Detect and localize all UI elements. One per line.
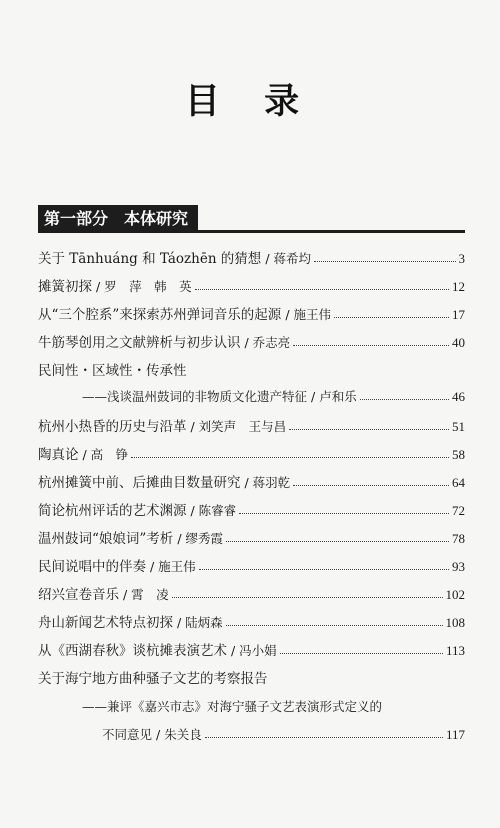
entry-title: 摊簧初探 <box>38 279 92 295</box>
entry-author: / 缪秀霞 <box>177 531 223 546</box>
entry-title: 舟山新闻艺术特点初探 <box>38 615 173 631</box>
entry-author: / 陈睿睿 <box>190 503 237 518</box>
entry-title: 关于 Tānhuáng 和 Táozhēn 的猜想 <box>38 251 262 267</box>
entry-page: 78 <box>452 531 465 546</box>
entry-page: 64 <box>452 475 465 490</box>
leader-dots <box>131 457 449 458</box>
toc-entry[interactable] <box>38 637 465 665</box>
section-label: 第一部分 本体研究 <box>38 205 198 233</box>
entry-author: / 高 铮 <box>82 447 129 462</box>
toc-entry[interactable] <box>38 665 465 749</box>
toc-entry[interactable] <box>38 525 465 553</box>
leader-dots <box>289 429 449 430</box>
leader-dots <box>314 261 456 262</box>
toc-entry[interactable] <box>38 581 465 609</box>
entry-author: / 罗 萍 韩 英 <box>96 279 192 294</box>
leader-dots <box>293 485 449 486</box>
entry-author: / 卢和乐 <box>311 389 357 404</box>
page-title: 目 录 <box>184 82 316 122</box>
toc-entry[interactable] <box>38 609 465 637</box>
leader-dots <box>195 289 449 290</box>
leader-dots <box>199 569 449 570</box>
toc-entry[interactable] <box>38 273 465 301</box>
entry-author: / 蒋希均 <box>265 251 311 266</box>
entry-title: 温州鼓词“娘娘词”考析 <box>38 531 174 547</box>
entry-title: 民间性・区域性・传承性 <box>38 363 187 379</box>
entry-author: / 刘笑声 王与昌 <box>190 419 287 434</box>
entry-title: 杭州摊簧中前、后摊曲目数量研究 <box>38 475 241 491</box>
toc-entry[interactable] <box>38 329 465 357</box>
toc-entry[interactable] <box>38 357 465 413</box>
section-header <box>38 205 465 233</box>
entry-subtitle: ——浅谈温州鼓词的非物质文化遗产特征 <box>82 389 308 404</box>
leader-dots <box>239 513 449 514</box>
entry-page: 72 <box>452 503 465 518</box>
toc-entry[interactable] <box>38 469 465 497</box>
toc-entry[interactable] <box>38 413 465 441</box>
entry-page: 113 <box>445 643 465 658</box>
toc-entry[interactable] <box>38 245 465 273</box>
leader-dots <box>293 345 449 346</box>
entry-author: / 霄 凌 <box>123 587 169 602</box>
entry-author: / 冯小娟 <box>231 643 277 658</box>
entry-author: / 施王伟 <box>285 307 331 322</box>
toc-entry[interactable] <box>38 497 465 525</box>
leader-dots <box>334 317 449 318</box>
entry-subtitle-continued: 不同意见 <box>102 727 153 742</box>
entry-page: 17 <box>452 307 465 322</box>
entry-title: 民间说唱中的伴奏 <box>38 559 146 575</box>
entry-title: 简论杭州评话的艺术渊源 <box>38 503 187 519</box>
entry-title: 杭州小热昏的历史与沿革 <box>38 419 187 435</box>
leader-dots <box>280 653 443 654</box>
entry-title: 牛筋琴创用之文献辨析与初步认识 <box>38 335 241 351</box>
toc-entry[interactable] <box>38 441 465 469</box>
entry-title: 陶真论 <box>38 447 79 463</box>
entry-subtitle: ——兼评《嘉兴市志》对海宁骚子文艺表演形式定义的 <box>82 699 383 714</box>
entry-author: / 乔志亮 <box>244 335 291 350</box>
entry-author: / 施王伟 <box>150 559 196 574</box>
entry-author: / 陆炳森 <box>177 615 223 630</box>
entry-page: 46 <box>452 389 465 404</box>
entry-title: 绍兴宣卷音乐 <box>38 587 119 603</box>
leader-dots <box>172 597 443 598</box>
leader-dots <box>226 541 449 542</box>
entry-author: / 蒋羽乾 <box>244 475 291 490</box>
entry-page: 102 <box>445 587 465 602</box>
entry-page: 40 <box>452 335 465 350</box>
entry-page: 58 <box>452 447 465 462</box>
entry-page: 117 <box>445 727 465 742</box>
toc-list <box>38 245 465 749</box>
entry-title: 从“三个腔系”来探索苏州弹词音乐的起源 <box>38 307 282 323</box>
entry-page: 3 <box>458 251 465 266</box>
entry-page: 108 <box>445 615 465 630</box>
leader-dots <box>205 737 443 738</box>
leader-dots <box>360 399 449 400</box>
leader-dots <box>226 625 443 626</box>
entry-page: 51 <box>452 419 465 434</box>
entry-page: 12 <box>452 279 465 294</box>
entry-title: 关于海宁地方曲种骚子文艺的考察报告 <box>38 671 268 687</box>
toc-entry[interactable] <box>38 553 465 581</box>
toc-entry[interactable] <box>38 301 465 329</box>
entry-title: 从《西湖春秋》谈杭摊表演艺术 <box>38 643 227 659</box>
entry-page: 93 <box>452 559 465 574</box>
entry-author: / 朱关良 <box>156 727 202 742</box>
